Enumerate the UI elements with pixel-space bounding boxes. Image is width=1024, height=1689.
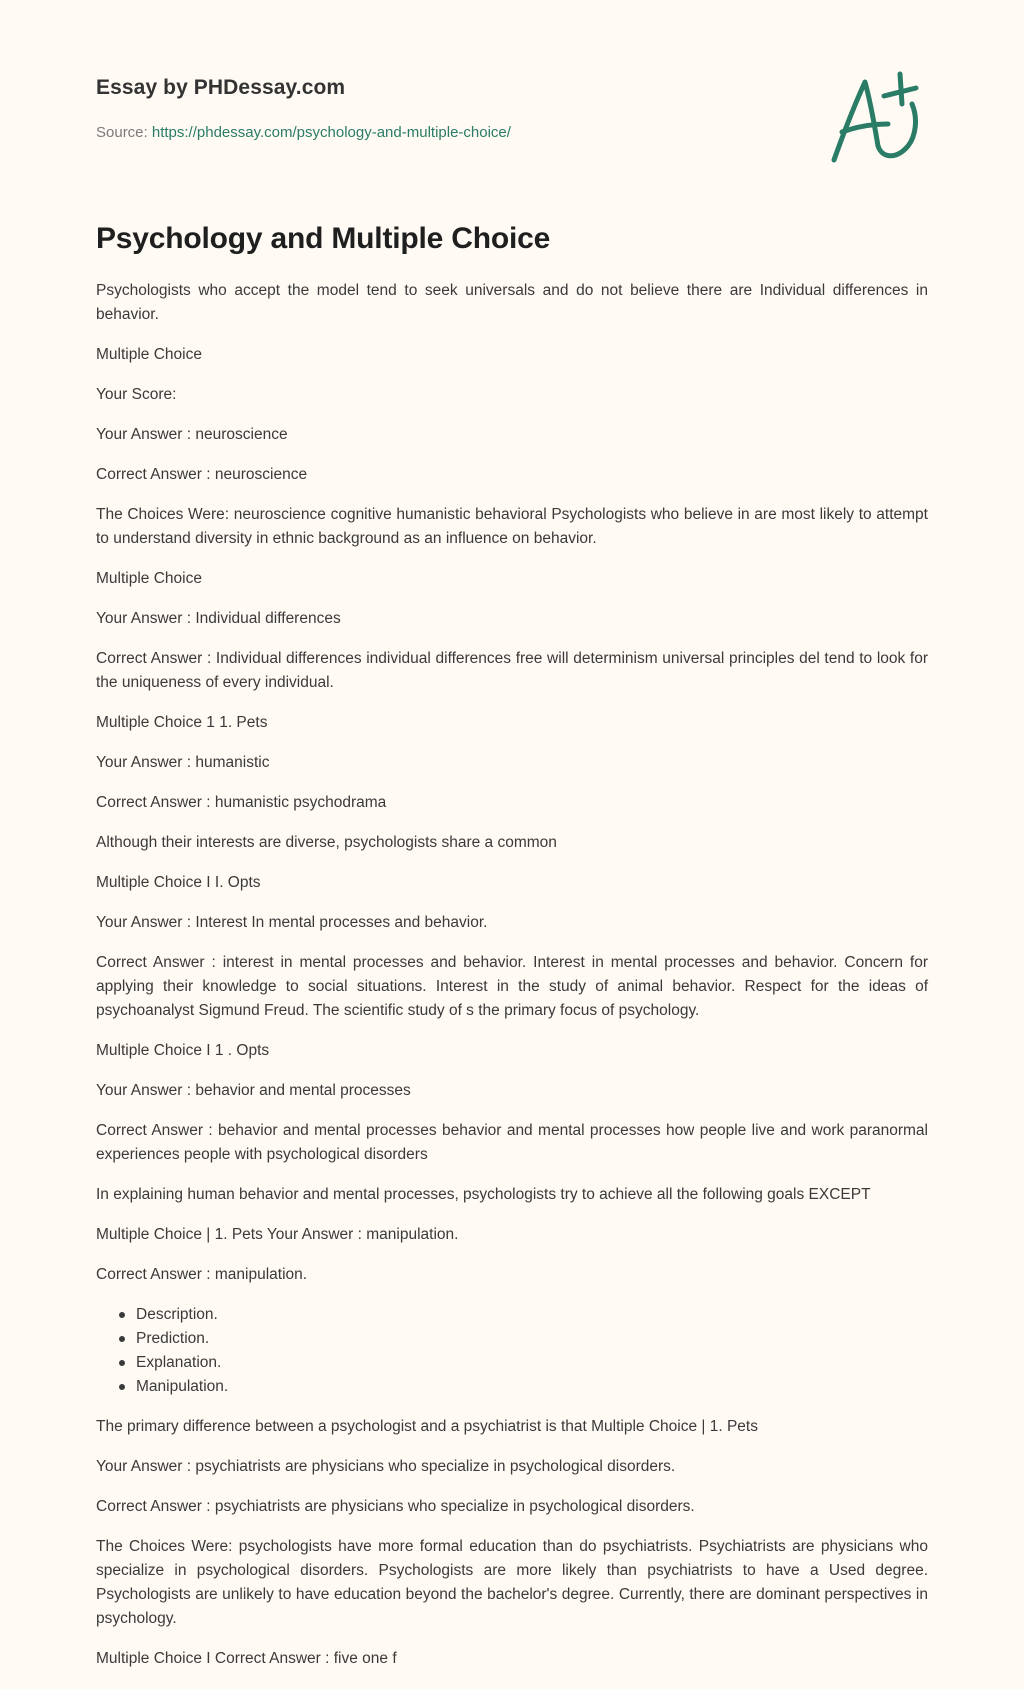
paragraph: Your Answer : Individual differences xyxy=(96,610,341,627)
paragraph: Your Answer : humanistic xyxy=(96,754,270,771)
source-label: Source: xyxy=(96,124,148,141)
paragraph: Multiple Choice I Correct Answer : five one f xyxy=(96,1650,397,1667)
paragraph: Psychologists who accept the model tend to seek universals and do not believe there are Individual differences in behavior. xyxy=(96,282,928,323)
paragraph: Multiple Choice | 1. Pets Your Answer : manipulation. xyxy=(96,1226,459,1243)
page-title: Psychology and Multiple Choice xyxy=(96,222,551,255)
paragraph: Although their interests are diverse, psychologists share a common xyxy=(96,834,557,851)
goals-list xyxy=(136,1303,928,1399)
paragraph: Correct Answer : neuroscience xyxy=(96,466,308,483)
list-item: Explanation. xyxy=(136,1351,928,1375)
page-header xyxy=(0,0,1024,180)
paragraph: Your Score: xyxy=(96,386,177,403)
brand-title: Essay by PHDessay.com xyxy=(96,76,346,99)
paragraph: Multiple Choice xyxy=(96,346,202,363)
source-link[interactable]: https://phdessay.com/psychology-and-multiple-choice/ xyxy=(151,124,511,141)
paragraph: Your Answer : neuroscience xyxy=(96,426,288,443)
paragraph: The Choices Were: neuroscience cognitive humanistic behavioral Psychologists who believe in are most likely to attempt to understand diversity in ethnic background as an influence on behavior. xyxy=(96,506,928,547)
paragraph: Correct Answer : behavior and mental processes behavior and mental processes how people live and work paranormal experiences people with psychological disorders xyxy=(96,1122,928,1163)
paragraph: Multiple Choice I 1 . Opts xyxy=(96,1042,270,1059)
paragraph: Correct Answer : interest in mental processes and behavior. Interest in mental processes and behavior. Concern for applying their knowledge to social situations. Interest in the study of animal behavior. Respect for the ideas of psychoanalyst Sigmund Freud. The scientific study of s the primary focus of psychology. xyxy=(96,954,928,1019)
paragraph: Multiple Choice xyxy=(96,570,202,587)
article xyxy=(96,222,928,1687)
list-item: Prediction. xyxy=(136,1327,928,1351)
source-line xyxy=(96,124,511,141)
list-item: Manipulation. xyxy=(136,1375,928,1399)
paragraph: Correct Answer : humanistic psychodrama xyxy=(96,794,387,811)
a-plus-grade-icon xyxy=(820,66,932,166)
paragraph: Your Answer : Interest In mental processes and behavior. xyxy=(96,914,488,931)
paragraph: The primary difference between a psychologist and a psychiatrist is that Multiple Choice | 1. Pets xyxy=(96,1418,758,1435)
paragraph: Multiple Choice I I. Opts xyxy=(96,874,261,891)
paragraph: Your Answer : behavior and mental processes xyxy=(96,1082,411,1099)
list-item: Description. xyxy=(136,1303,928,1327)
paragraph: The Choices Were: psychologists have more formal education than do psychiatrists. Psychiatrists are physicians who specialize in psychological disorders. Psychologists are more likely than psychiatrists to have a Used degree. Psychologists are unlikely to have education beyond the bachelor's degree. Currently, there are dominant perspectives in psychology. xyxy=(96,1538,928,1627)
paragraph: Correct Answer : psychiatrists are physicians who specialize in psychological disorders. xyxy=(96,1498,695,1515)
paragraph: Multiple Choice 1 1. Pets xyxy=(96,714,268,731)
paragraph: In explaining human behavior and mental processes, psychologists try to achieve all the following goals EXCEPT xyxy=(96,1186,871,1203)
paragraph: Your Answer : psychiatrists are physicians who specialize in psychological disorders. xyxy=(96,1458,676,1475)
paragraph: Correct Answer : Individual differences individual differences free will determinism universal principles del tend to look for the uniqueness of every individual. xyxy=(96,650,928,691)
paragraph: Correct Answer : manipulation. xyxy=(96,1266,308,1283)
